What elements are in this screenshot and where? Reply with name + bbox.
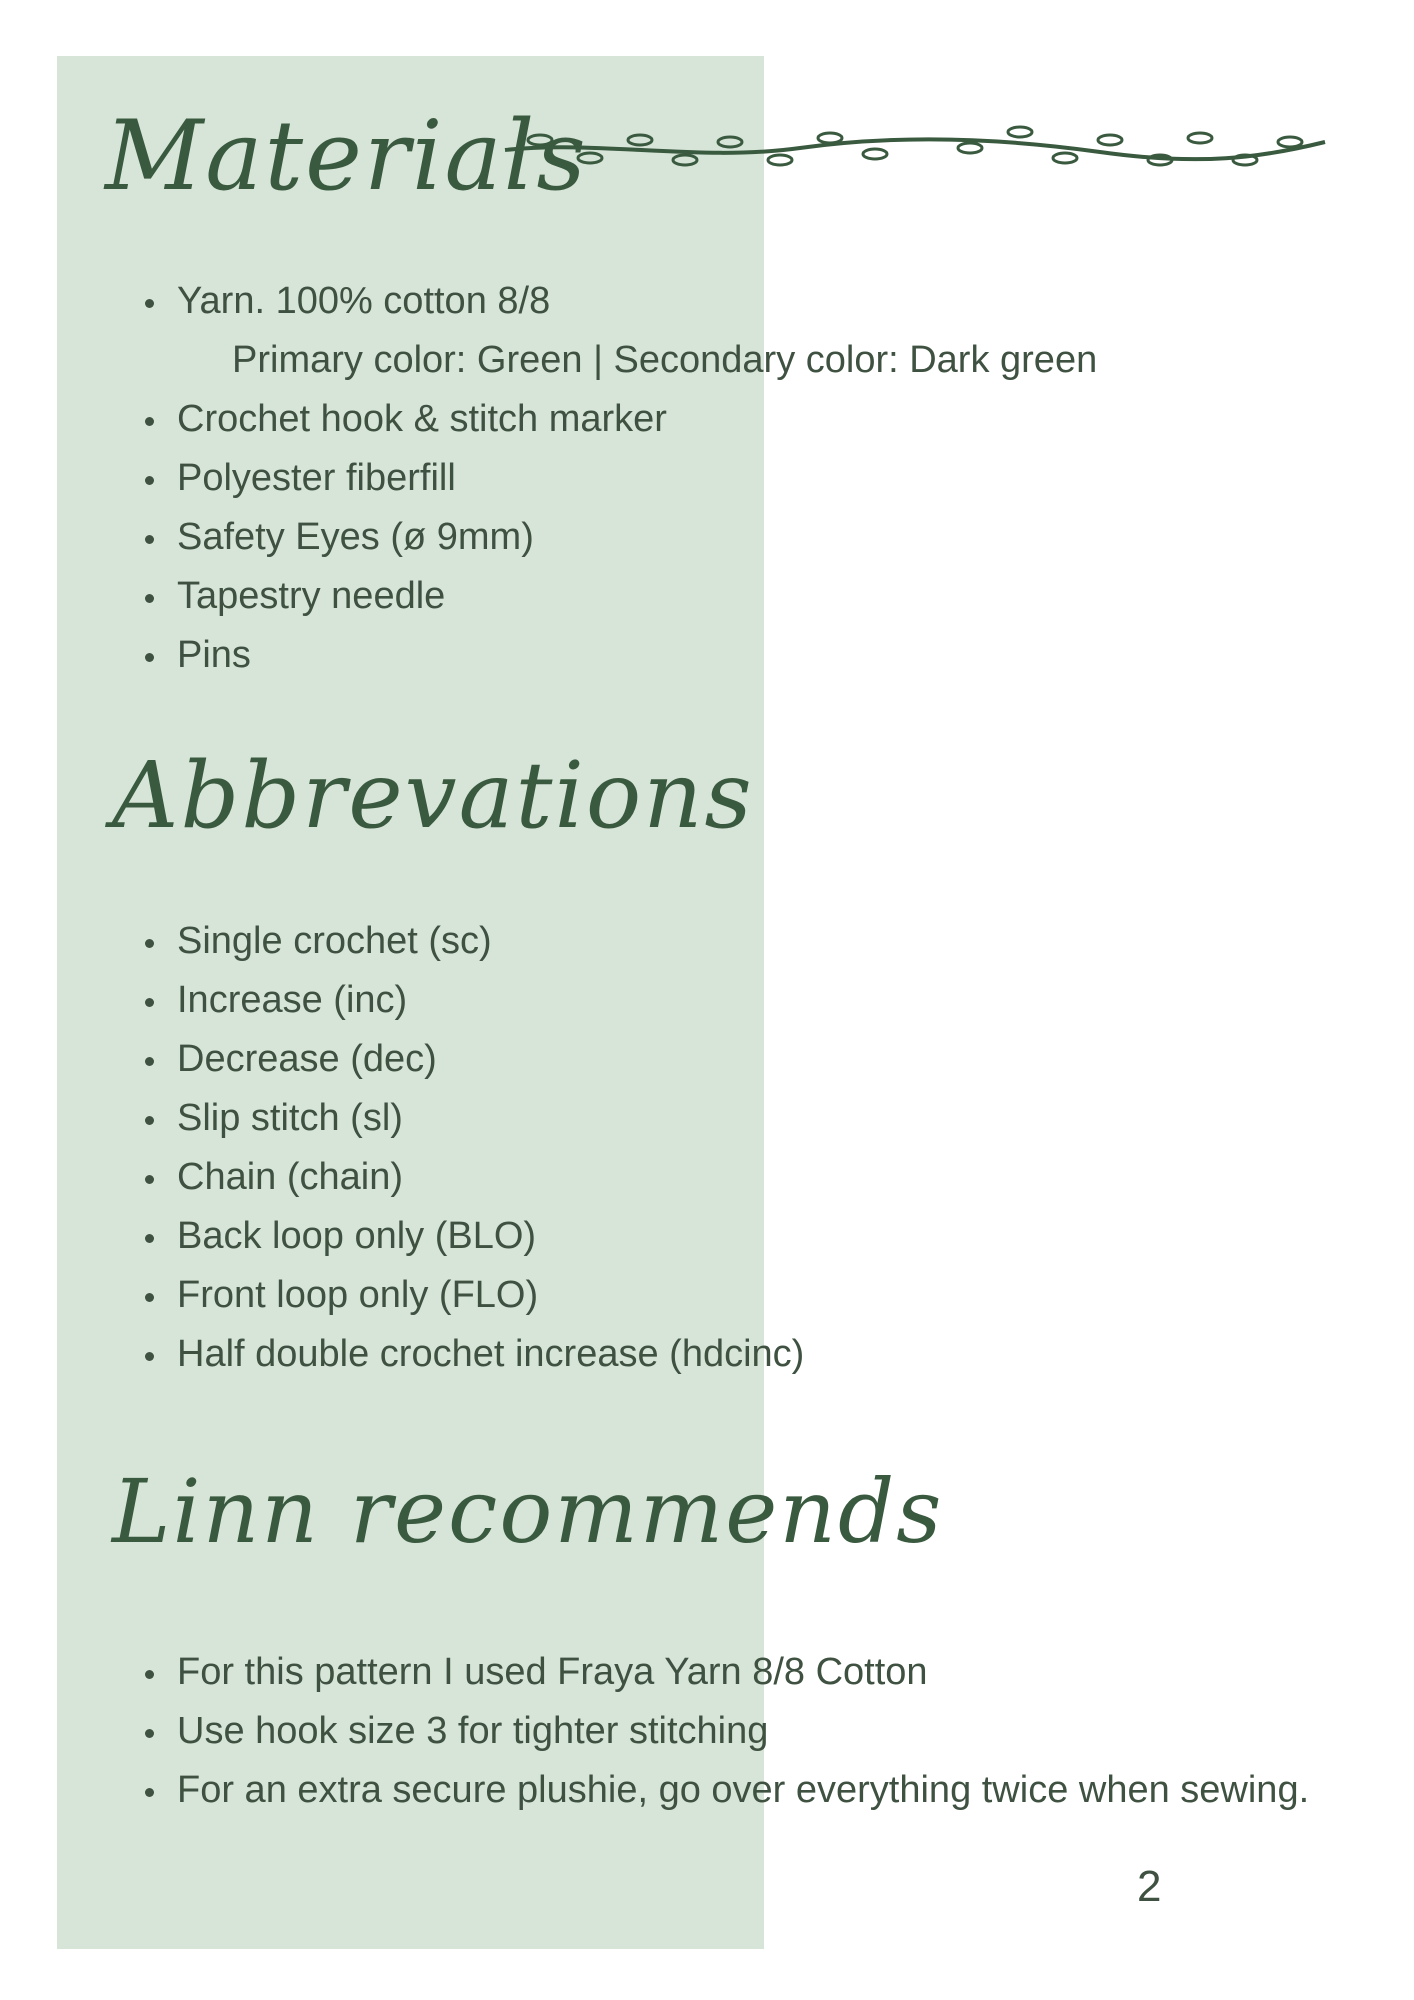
list-item-text: Decrease (dec) [177, 1038, 437, 1080]
abbreviations-list [57, 912, 804, 1384]
list-item [57, 1207, 804, 1266]
list-item-text: Tapestry needle [177, 575, 446, 617]
list-item-text: Pins [177, 634, 251, 676]
list-item [57, 1030, 804, 1089]
yarn-color-note: Primary color: Green | Secondary color: Dark green [232, 339, 1098, 381]
list-item-text: Front loop only (FLO) [177, 1274, 539, 1316]
list-item-text: Yarn. 100% cotton 8/8 [177, 280, 551, 322]
list-item-text: Increase (inc) [177, 979, 408, 1021]
list-item [57, 1761, 1357, 1820]
vine-divider-icon [500, 118, 1330, 178]
list-item [57, 449, 1097, 508]
list-item-text: For an extra secure plushie, go over everything twice when sewing. [177, 1769, 1310, 1811]
page-number: 2 [1137, 1862, 1162, 1911]
abbreviations-heading: Abbrevations [112, 742, 754, 849]
recommends-list [57, 1643, 1357, 1820]
materials-heading: Materials [105, 100, 588, 212]
list-item [57, 508, 1097, 567]
list-item [57, 1325, 804, 1384]
list-item-text: Single crochet (sc) [177, 920, 492, 962]
list-item-text: Slip stitch (sl) [177, 1097, 403, 1139]
list-item [57, 390, 1097, 449]
list-item [57, 1089, 804, 1148]
list-item [57, 626, 1097, 685]
list-item [57, 1148, 804, 1207]
list-item-text: Use hook size 3 for tighter stitching [177, 1710, 769, 1752]
list-item-text: Half double crochet increase (hdcinc) [177, 1333, 805, 1375]
list-item-text: Crochet hook & stitch marker [177, 398, 667, 440]
list-item [57, 912, 804, 971]
list-item [57, 567, 1097, 626]
list-item [57, 971, 804, 1030]
list-item [57, 1643, 1357, 1702]
list-item-text: Safety Eyes (ø 9mm) [177, 516, 534, 558]
list-item-text: Polyester fiberfill [177, 457, 456, 499]
recommends-heading: Linn recommends [112, 1460, 944, 1563]
materials-list [57, 272, 1097, 685]
list-item [57, 272, 1097, 390]
list-item [57, 1266, 804, 1325]
list-item-text: Back loop only (BLO) [177, 1215, 537, 1257]
list-item [57, 1702, 1357, 1761]
list-item-text: Chain (chain) [177, 1156, 403, 1198]
list-item-text: For this pattern I used Fraya Yarn 8/8 Cotton [177, 1651, 928, 1693]
